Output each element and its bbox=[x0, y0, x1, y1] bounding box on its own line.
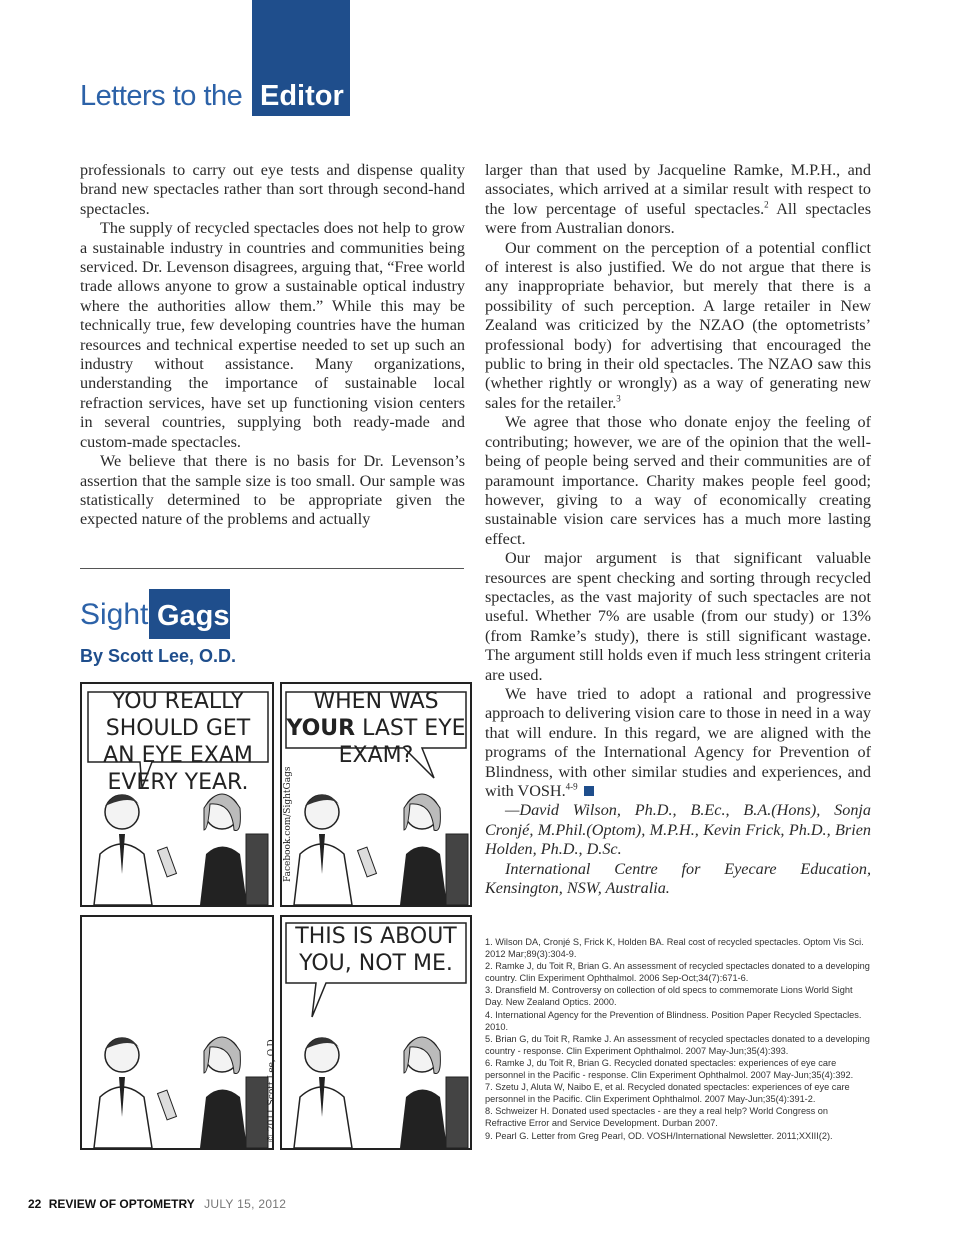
paragraph: Our major argument is that significant valuable resources are spent checking and sorting through recycled spectacles, as the vast majority of such spectacles are not useful. Whether 7% are usable (from our study) or 13% (from Ramke’s study), there is still significant wastage. The argument still holds even if much less stringent criteria are used. bbox=[485, 549, 871, 684]
author-affiliation: International Centre for Eyecare Education, Kensington, NSW, Australia. bbox=[485, 859, 871, 898]
section-title-light: Letters to the bbox=[80, 80, 243, 112]
comic-credit-facebook: Facebook.com/SightGags bbox=[283, 766, 293, 882]
right-column bbox=[485, 161, 871, 898]
citation: 3 bbox=[616, 393, 621, 404]
reference-item: 3. Dransfield M. Controversy on collection of old specs to commemorate Lions World Sight Day. New Zealand Optics. 2000. bbox=[485, 985, 853, 1008]
sight-gags-title-light: Sight bbox=[80, 598, 149, 631]
bubble-text: LAST EYE EXAM? bbox=[338, 716, 466, 768]
paragraph: We agree that those who donate enjoy the feeling of contributing; however, we are of the opinion that the well-being of people being served and their communities are of paramount importance. Charity makes people feel good; however, giving to a way of economically creating sustainable vision care services has a much more lasting effect. bbox=[485, 413, 871, 548]
references-list bbox=[485, 936, 871, 1142]
paragraph-text: larger than that used by Jacqueline Ramke, M.P.H., and associates, which arrived at a similar result with respect to the low percentage of useful spectacles. bbox=[485, 161, 871, 218]
page-footer bbox=[28, 1197, 286, 1211]
paragraph-text: Our comment on the perception of a potential conflict of interest is also justified. We do not argue that there is any inappropriate behavior, but merely that there is a possibility of such perception. A large retailer in New Zealand was criticized by the NZAO (the optometrists’ professional body) for advertising that encouraged the public to bring in their old spectacles. The NZAO saw this (whether rightly or wrongly) as a way of generating new sales for the retailer. bbox=[485, 238, 871, 412]
issue-date: JULY 15, 2012 bbox=[204, 1197, 287, 1211]
reference-item: 9. Pearl G. Letter from Greg Pearl, OD. VOSH/International Newsletter. 2011;XXIII(2). bbox=[485, 1130, 833, 1141]
reference-item: 5. Brian G, du Toit R, Ramke J. An assessment of recycled spectacles donated to a developing country - response. Clin Experiment Ophthalmol. 2007 May-Jun;35(4):393. bbox=[485, 1033, 870, 1056]
paragraph: professionals to carry out eye tests and dispense quality brand new spectacles rather than sort through second-hand spectacles. bbox=[80, 161, 465, 218]
paragraph bbox=[485, 161, 871, 239]
speech-bubble-1: YOU REALLY SHOULD GET AN EYE EXAM EVERY YEAR. bbox=[103, 689, 253, 795]
left-column bbox=[80, 161, 465, 530]
paragraph: The supply of recycled spectacles does not help to grow a sustainable industry in countries and communities being serviced. Dr. Levenson disagrees, arguing that, “Free world trade allows anyone to grow a sustainable optical industry where the authorities allow them.” While this may be technically true, few developing countries have the human resources and technical expertise needed to set up such an industry without assistance. Many organizations, understanding the importance of sustainable local refraction services, have set up functioning vision centers in several countries, supplying both ready-made and custom-made spectacles. bbox=[80, 219, 465, 451]
bubble-text-emphasis: YOUR bbox=[286, 716, 356, 741]
page-number: 22 bbox=[28, 1197, 42, 1211]
section-divider bbox=[80, 568, 464, 569]
reference-item: 4. International Agency for the Prevention of Blindness. Position Paper Recycled Spectacles. 2010. bbox=[485, 1009, 862, 1032]
comic-panel-1 bbox=[80, 682, 274, 907]
paragraph bbox=[485, 239, 871, 414]
author-signature: —David Wilson, Ph.D., B.Ec., B.A.(Hons), Sonja Cronjé, M.Phil.(Optom), M.P.H., Kevin Frick, Ph.D., Brien Holden, Ph.D., D.Sc. bbox=[485, 801, 871, 859]
magazine-name: REVIEW OF OPTOMETRY bbox=[48, 1197, 195, 1211]
bubble-text: WHEN WAS bbox=[313, 689, 439, 714]
reference-item: 1. Wilson DA, Cronjé S, Frick K, Holden BA. Real cost of recycled spectacles. Optom Vis Sci. 2012 Mar;89(3):304-9. bbox=[485, 937, 864, 960]
comic-panel-4 bbox=[280, 915, 472, 1150]
reference-item: 6. Ramke J, du Toit R, Brian G. Recycled donated spectacles: experiences of eye care personnel in the Pacific - response. Clin Experiment Ophthalmol. 2007 May-Jun;35(4):392. bbox=[485, 1057, 854, 1081]
section-title-editor: Editor bbox=[260, 80, 344, 112]
paragraph-text: We have tried to adopt a rational and progressive approach to delivering vision care to those in need in a way that will endure. In this regard, we are aligned with the programs of the International Agency for Prevention of Blindness, with other similar studies and experiences, and with VOSH. bbox=[485, 684, 871, 800]
reference-item: 7. Szetu J, Aluta W, Naibo E, et al. Recycled donated spectacles: experiences of eye care personnel in the Pacific. Clin Experiment Ophthalmol. 2007 May-Jun;35(4):391-2. bbox=[485, 1082, 850, 1105]
citation: 2 bbox=[764, 199, 769, 210]
paragraph-text: All spectacles were from Australian donors. bbox=[485, 199, 871, 238]
sight-gags-title-dark: Gags bbox=[157, 600, 230, 632]
reference-item: 8. Schweizer H. Donated used spectacles - are they a real help? World Congress on Refractive Error and Service Development. Durban 2007. bbox=[485, 1106, 829, 1129]
reference-item: 2. Ramke J, du Toit R, Brian G. An assessment of recycled spectacles donated to a developing country. Clin Experiment Ophthalmol. 2006 Sep-Oct;34(7):671-6. bbox=[485, 961, 870, 984]
speech-bubble-2 bbox=[286, 688, 466, 769]
paragraph bbox=[485, 685, 871, 801]
speech-bubble-3: THIS IS ABOUT YOU, NOT ME. bbox=[295, 924, 457, 976]
comic-drawing-doctor-patient bbox=[82, 917, 272, 1148]
paragraph: We believe that there is no basis for Dr. Levenson’s assertion that the sample size is too small. Our sample was statistically determined to be appropriate given the expected nature of the problems and actually bbox=[80, 452, 465, 529]
comic-panel-3 bbox=[80, 915, 274, 1150]
comic-byline: By Scott Lee, O.D. bbox=[80, 646, 237, 666]
comic-credit-copyright: © 2011 Scott Lee, O.D. bbox=[267, 1036, 277, 1143]
citation: 4-9 bbox=[565, 781, 578, 792]
comic-panel-2 bbox=[280, 682, 472, 907]
end-of-article-mark bbox=[584, 786, 594, 796]
